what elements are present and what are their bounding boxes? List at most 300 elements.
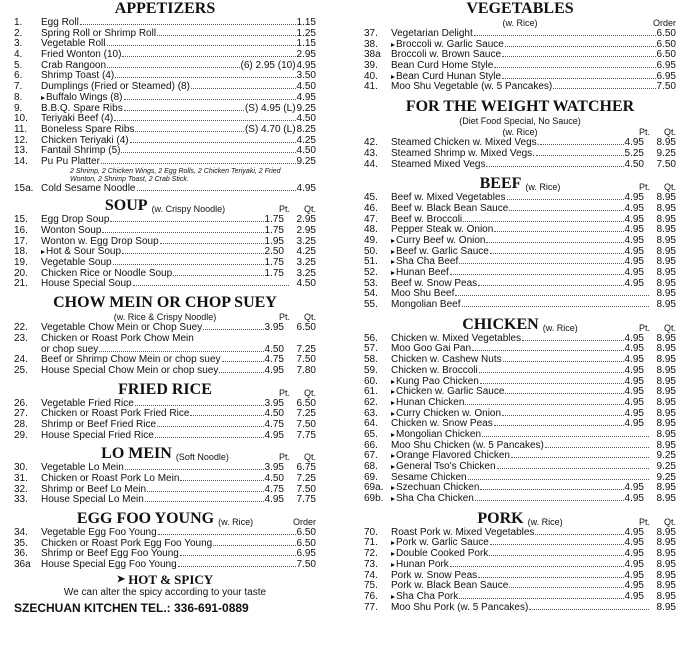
dot-leader xyxy=(180,480,263,481)
item-name: Vegetable Fried Rice xyxy=(41,397,134,409)
dot-leader xyxy=(147,491,263,492)
item-name: Pork w. Garlic Sauce xyxy=(396,537,489,549)
item-name: Steamed Chicken w. Mixed Vegs. xyxy=(391,137,540,149)
item-price: 6.95 xyxy=(656,60,676,72)
dot-leader xyxy=(190,415,263,416)
item-number: 15a. xyxy=(14,182,34,194)
item-name: Sha Cha Pork xyxy=(396,590,459,602)
item-number: 5. xyxy=(14,59,23,71)
item-name: Pepper Steak w. Onion xyxy=(391,224,494,236)
item-quart-price: 8.95 xyxy=(656,407,676,419)
item-name: Shrimp or Beef Fried Rice xyxy=(41,418,157,430)
chicken-section xyxy=(364,316,676,505)
item-quart-price: 8.95 xyxy=(656,548,676,560)
item-number: 41. xyxy=(364,81,378,93)
dot-leader xyxy=(502,415,623,416)
dot-leader xyxy=(455,295,649,296)
soup-section xyxy=(14,197,316,290)
item-number: 16. xyxy=(14,225,28,236)
hot-spicy-icon xyxy=(391,390,395,394)
item-price: 4.95 xyxy=(296,59,316,71)
item-quart-price: 8.95 xyxy=(656,418,676,430)
dot-leader xyxy=(494,425,624,426)
item-quart-price: 6.50 xyxy=(296,322,316,334)
item-size-prices: (S) 4.70 (L) xyxy=(244,123,296,135)
item-quart-price: 8.95 xyxy=(656,590,676,602)
item-name: Sesame Chicken xyxy=(391,471,467,483)
section-title-pork: PORK (w. Rice) Pt. Qt. xyxy=(477,509,676,527)
section-title-egg-foo-young: EGG FOO YOUNG (w. Rice) Order xyxy=(76,510,316,528)
pt-qt-header: Pt. Qt. xyxy=(278,312,316,323)
pt-qt-header: Pt. Qt. xyxy=(638,182,676,193)
item-name: Chicken Rice or Noodle Soup xyxy=(41,267,173,279)
dot-leader xyxy=(450,566,624,567)
item-number: 1. xyxy=(14,17,23,28)
hot-spicy-icon xyxy=(391,552,395,556)
dot-leader xyxy=(509,210,623,211)
hot-spicy-icon xyxy=(41,250,45,254)
item-quart-price: 8.95 xyxy=(656,364,676,376)
hot-spicy-icon xyxy=(391,239,395,243)
item-price: 6.50 xyxy=(656,38,676,50)
item-quart-price: 8.95 xyxy=(656,354,676,366)
item-number: 48. xyxy=(364,224,378,236)
item-name: Egg Roll xyxy=(41,17,79,28)
item-price: 1.25 xyxy=(296,27,316,39)
item-name: Pu Pu Platter xyxy=(41,155,100,167)
item-number: 10. xyxy=(14,113,28,125)
item-pint-price: 4.95 xyxy=(624,213,644,225)
dot-leader xyxy=(180,555,296,556)
item-price: 8.25 xyxy=(296,123,316,135)
item-name: Hunan Chicken xyxy=(396,396,465,408)
item-name: Mongolian Chicken xyxy=(396,428,482,440)
item-number: 2. xyxy=(14,27,23,39)
item-pint-price: 4.95 xyxy=(264,429,284,441)
egg-foo-young-list xyxy=(14,528,316,571)
dot-leader xyxy=(479,372,624,373)
item-name: Broccoli w. Brown Sauce xyxy=(391,49,502,61)
dot-leader xyxy=(130,142,296,143)
item-price: 1.15 xyxy=(296,38,316,50)
hot-spicy-icon xyxy=(391,486,395,490)
item-pint-price: 1.75 xyxy=(264,257,284,269)
beef-section xyxy=(364,175,676,311)
item-size-prices: (S) 4.95 (L) xyxy=(244,102,296,114)
item-number: 47. xyxy=(364,213,378,225)
dot-leader xyxy=(137,190,296,191)
menu-item xyxy=(14,560,316,571)
item-name: Teriyaki Beef (4) xyxy=(41,113,114,125)
pu-pu-platter-note: 2 Shrimp, 2 Chicken Wings, 2 Egg Rolls, 2 Chicken Teriyaki, 2 Fried Wonton, 2 Shrimp Toast, 2 Crab Stick. xyxy=(70,167,281,183)
item-pint-price: 4.95 xyxy=(624,493,644,505)
item-name: Vegetable Egg Foo Young xyxy=(41,527,157,539)
item-name: Fried Wonton (10) xyxy=(41,49,122,61)
dot-leader xyxy=(110,221,263,222)
item-price: 4.95 xyxy=(296,182,316,194)
menu-item xyxy=(364,149,676,160)
dot-leader xyxy=(450,274,624,275)
chow-mein-subtitle: (w. Rice & Crispy Noodle) Pt. Qt. xyxy=(113,312,316,323)
item-number: 73. xyxy=(364,558,378,570)
item-number: 20. xyxy=(14,267,28,279)
dot-leader xyxy=(507,199,624,200)
menu-item xyxy=(364,366,676,377)
item-number: 50. xyxy=(364,245,378,257)
item-quart-price: 6.50 xyxy=(296,397,316,409)
item-pint-price: 4.95 xyxy=(624,558,644,570)
item-number: 37. xyxy=(364,28,378,39)
weight-watcher-section xyxy=(364,98,676,170)
dot-leader xyxy=(155,437,264,438)
menu-item xyxy=(14,495,316,506)
dot-leader xyxy=(107,45,296,46)
item-pint-price: 4.95 xyxy=(624,224,644,236)
item-quart-price: 8.95 xyxy=(656,192,676,204)
weight-watcher-list xyxy=(364,138,676,170)
right-column xyxy=(364,0,676,613)
dot-leader xyxy=(160,243,264,244)
item-price: 7.50 xyxy=(656,81,676,93)
item-price: 9.25 xyxy=(296,102,316,114)
dot-leader xyxy=(115,77,295,78)
item-name: Chicken or Roast Pork Chow Mein xyxy=(41,332,194,344)
item-number: 72. xyxy=(364,548,378,560)
hot-spicy-icon xyxy=(41,96,45,100)
item-quart-price: 8.95 xyxy=(656,396,676,408)
item-quart-price: 2.95 xyxy=(296,225,316,236)
pt-qt-header: Pt. Qt. xyxy=(638,322,676,333)
item-quart-price: 9.25 xyxy=(656,450,676,462)
item-name: Moo Shu Vegetable (w. 5 Pancakes) xyxy=(391,81,553,93)
weight-watcher-subtitle2: (w. Rice) Pt. Qt. xyxy=(502,127,676,138)
item-pint-price: 1.75 xyxy=(264,225,284,236)
item-pint-price: 4.95 xyxy=(624,590,644,602)
section-title-fried-rice: FRIED RICE Pt. Qt. xyxy=(118,380,316,398)
dot-leader xyxy=(122,253,263,254)
item-name: Moo Shu Chicken (w. 5 Pancakes) xyxy=(391,439,544,451)
item-pint-price: 4.95 xyxy=(624,386,644,398)
item-number: 42. xyxy=(364,137,378,149)
item-number: 65. xyxy=(364,428,378,440)
appetizers-section xyxy=(14,0,316,194)
appetizers-list xyxy=(14,18,316,168)
item-number: 38. xyxy=(364,38,378,50)
dot-leader xyxy=(145,501,264,502)
dot-leader xyxy=(482,436,649,437)
item-name: Hunan Pork xyxy=(396,558,449,570)
item-pint-price: 4.50 xyxy=(624,158,644,170)
dot-leader xyxy=(478,577,623,578)
item-name: Buffalo Wings (8) xyxy=(46,91,123,103)
dot-leader xyxy=(475,500,624,501)
item-number: 38a xyxy=(364,49,381,61)
item-quart-price: 3.25 xyxy=(296,235,316,247)
dot-leader xyxy=(502,56,655,57)
item-number: 55. xyxy=(364,299,378,311)
item-number: 29. xyxy=(14,429,28,441)
item-pint-price: 1.75 xyxy=(264,214,284,226)
item-number: 30. xyxy=(14,462,28,474)
item-name: House Special Soup xyxy=(41,278,132,290)
egg-foo-young-section xyxy=(14,510,316,571)
item-pint-price: 4.50 xyxy=(264,408,284,420)
menu-item xyxy=(364,592,676,603)
item-pint-price: 4.75 xyxy=(264,483,284,495)
dot-leader xyxy=(191,88,296,89)
pt-qt-header: Pt. Qt. xyxy=(638,516,676,527)
dot-leader xyxy=(101,163,296,164)
item-quart-price: 8.95 xyxy=(656,386,676,398)
hot-spicy-icon xyxy=(391,595,395,599)
item-name: Sha Cha Chicken xyxy=(396,493,474,505)
item-number: 35. xyxy=(14,537,28,549)
item-name: Chicken w. Mixed Vegetables xyxy=(391,332,522,344)
dot-leader xyxy=(222,361,264,362)
item-number: 74. xyxy=(364,569,378,581)
hot-spicy-icon xyxy=(391,401,395,405)
menu-item xyxy=(364,560,676,571)
item-name: Chicken or Roast Pork Egg Foo Young xyxy=(41,537,213,549)
dot-leader xyxy=(553,88,655,89)
item-name: Chicken w. Cashew Nuts xyxy=(391,354,502,366)
pt-qt-header: Pt. Qt. xyxy=(278,387,316,398)
item-price: 3.50 xyxy=(296,70,316,82)
item-name: House Special Lo Mein xyxy=(41,494,144,506)
chicken-list xyxy=(364,334,676,505)
dot-leader xyxy=(133,285,289,286)
dot-leader xyxy=(157,35,295,36)
item-pint-price: 4.95 xyxy=(624,375,644,387)
chow-mein-list xyxy=(14,323,316,376)
item-quart-price: 4.50 xyxy=(296,278,316,290)
hot-spicy-icon xyxy=(391,75,395,79)
menu-item xyxy=(14,184,316,195)
section-title-chicken: CHICKEN (w. Rice) Pt. Qt. xyxy=(462,315,676,333)
item-number: 12. xyxy=(14,134,28,146)
item-name: Shrimp Toast (4) xyxy=(41,70,115,82)
item-price: 6.50 xyxy=(656,28,676,39)
item-price: 4.50 xyxy=(296,145,316,157)
item-quart-price: 8.95 xyxy=(656,493,676,505)
item-name: Curry Beef w. Onion xyxy=(396,234,486,246)
item-number: 24. xyxy=(14,354,28,366)
pt-qt-header: Pt. Qt. xyxy=(278,452,316,463)
item-number: 49. xyxy=(364,234,378,246)
item-price: 6.95 xyxy=(296,548,316,560)
appetizers-extra xyxy=(14,184,316,195)
item-name: Roast Pork w. Mixed Vegetables xyxy=(391,526,535,538)
item-number: 6. xyxy=(14,70,23,82)
hot-spicy-icon xyxy=(391,250,395,254)
item-quart-price: 2.95 xyxy=(296,214,316,226)
chow-mein-section xyxy=(14,294,316,376)
dot-leader xyxy=(505,46,656,47)
item-quart-price: 7.25 xyxy=(296,343,316,355)
item-pint-price: 4.95 xyxy=(624,267,644,278)
item-name: Bean Curd Hunan Style xyxy=(396,70,502,82)
dot-leader xyxy=(459,598,623,599)
item-quart-price: 8.95 xyxy=(656,137,676,149)
item-pint-price: 4.95 xyxy=(624,202,644,214)
item-number: 9. xyxy=(14,102,23,114)
item-name: Vegetable Soup xyxy=(41,257,112,269)
fried-rice-list xyxy=(14,399,316,442)
dot-leader xyxy=(490,253,624,254)
item-price: 4.25 xyxy=(296,134,316,146)
item-price: 9.25 xyxy=(296,155,316,167)
menu-item xyxy=(364,398,676,409)
item-pint-price: 4.50 xyxy=(264,473,284,484)
item-number: 40. xyxy=(364,70,378,82)
item-name: Chicken w. Broccoli xyxy=(391,364,478,376)
menu-item xyxy=(14,125,316,136)
item-name: Hot & Sour Soup xyxy=(46,246,122,258)
menu-item xyxy=(14,334,316,345)
menu-item xyxy=(14,431,316,442)
item-name: Moo Shu Pork (w. 5 Pancakes) xyxy=(391,601,529,613)
dot-leader xyxy=(173,275,263,276)
restaurant-footer: SZECHUAN KITCHEN TEL.: 336-691-0889 xyxy=(14,600,249,615)
hot-spicy-icon xyxy=(391,43,395,47)
item-quart-price: 8.95 xyxy=(656,439,676,451)
dot-leader xyxy=(474,35,656,36)
item-name: Vegetable Roll xyxy=(41,38,106,50)
item-quart-price: 6.75 xyxy=(296,462,316,474)
item-name: Moo Goo Gai Pan xyxy=(391,343,472,355)
item-quart-price: 8.95 xyxy=(656,213,676,225)
item-name: Beef or Shrimp Chow Mein or chop suey xyxy=(41,354,221,366)
section-title-vegetables: VEGETABLES xyxy=(466,0,574,17)
item-name: General Tso's Chicken xyxy=(396,461,496,472)
item-price: 6.95 xyxy=(656,70,676,82)
hot-spicy-icon xyxy=(391,412,395,416)
order-header: Order xyxy=(652,18,676,28)
dot-leader xyxy=(135,405,264,406)
dot-leader xyxy=(472,350,623,351)
menu-item xyxy=(364,160,676,171)
item-pint-price: 4.95 xyxy=(624,396,644,408)
item-number: 67. xyxy=(364,450,378,462)
dot-leader xyxy=(157,426,263,427)
chili-pepper-icon: ➤ xyxy=(116,573,126,585)
menu-item xyxy=(14,279,316,290)
item-number: 4. xyxy=(14,49,23,61)
hot-spicy-icon xyxy=(391,380,395,384)
item-pint-price: 4.75 xyxy=(264,418,284,430)
item-number: 62. xyxy=(364,396,378,408)
item-name: Chicken or Roast Pork Fried Rice xyxy=(41,408,190,420)
item-number: 76. xyxy=(364,590,378,602)
dot-leader xyxy=(124,110,244,111)
lo-mein-section xyxy=(14,445,316,506)
item-number: 8. xyxy=(14,91,23,103)
item-quart-price: 8.95 xyxy=(656,277,676,289)
item-quart-price: 8.95 xyxy=(656,245,676,257)
item-quart-price: 4.25 xyxy=(296,246,316,258)
item-name: House Special Egg Foo Young xyxy=(41,559,177,571)
item-number: 60. xyxy=(364,375,378,387)
dot-leader xyxy=(125,469,264,470)
item-quart-price: 8.95 xyxy=(656,580,676,592)
dot-leader xyxy=(497,468,649,469)
menu-item xyxy=(14,93,316,104)
item-name: Chicken or Roast Pork Lo Mein xyxy=(41,473,180,484)
item-name: Boneless Spare Ribs xyxy=(41,123,135,135)
item-quart-price: 7.50 xyxy=(656,158,676,170)
dot-leader xyxy=(511,457,649,458)
item-name: Wonton w. Egg Drop Soup xyxy=(41,235,159,247)
menu-item xyxy=(364,603,676,614)
item-number: 53. xyxy=(364,277,378,289)
hot-spicy-note: We can alter the spicy according to your taste xyxy=(63,586,267,598)
dot-leader xyxy=(480,383,624,384)
item-pint-price: 4.95 xyxy=(624,418,644,430)
item-quart-price: 8.95 xyxy=(656,428,676,440)
item-pint-price: 4.95 xyxy=(624,343,644,355)
menu-item xyxy=(364,494,676,505)
item-pint-price: 4.95 xyxy=(624,192,644,204)
dot-leader xyxy=(490,544,624,545)
menu-item xyxy=(14,157,316,168)
dot-leader xyxy=(463,221,623,222)
item-pint-price: 4.95 xyxy=(624,137,644,149)
item-number: 68. xyxy=(364,461,378,472)
item-name: Dumplings (Fried or Steamed) (8) xyxy=(41,81,190,93)
item-number: 58. xyxy=(364,354,378,366)
item-pint-price: 4.95 xyxy=(624,537,644,549)
item-name: Beef w. Broccoli xyxy=(391,213,463,225)
dot-leader xyxy=(509,587,623,588)
item-pint-price: 4.95 xyxy=(624,277,644,289)
item-pint-price: 2.50 xyxy=(264,246,284,258)
item-quart-price: 9.25 xyxy=(656,147,676,159)
item-quart-price: 8.95 xyxy=(656,482,676,494)
weight-watcher-subtitle: (Diet Food Special, No Sauce) xyxy=(459,116,581,127)
item-price: 4.50 xyxy=(296,113,316,125)
dot-leader xyxy=(114,120,295,121)
item-pint-price: 4.95 xyxy=(624,526,644,538)
item-number: 46. xyxy=(364,202,378,214)
dot-leader xyxy=(494,67,655,68)
item-quart-price: 7.25 xyxy=(296,408,316,420)
item-quart-price: 8.95 xyxy=(656,202,676,214)
menu-item xyxy=(14,366,316,377)
item-number: 19. xyxy=(14,257,28,269)
item-quart-price: 3.25 xyxy=(296,257,316,269)
item-number: 27. xyxy=(14,408,28,420)
item-price: 4.50 xyxy=(296,81,316,93)
item-name: Chicken Teriyaki (4) xyxy=(41,134,129,146)
dot-leader xyxy=(99,351,263,352)
item-name: Steamed Shrimp w. Mixed Vegs. xyxy=(391,147,535,159)
item-quart-price: 8.95 xyxy=(656,299,676,311)
section-title-lo-mein: LO MEIN (Soft Noodle) Pt. Qt. xyxy=(101,445,316,463)
item-pint-price: 4.50 xyxy=(264,343,284,355)
item-name: B.B.Q. Spare Ribs xyxy=(41,102,123,114)
item-pint-price: 3.95 xyxy=(264,462,284,474)
menu-item xyxy=(364,300,676,311)
section-title-beef: BEEF (w. Rice) Pt. Qt. xyxy=(479,175,676,193)
order-header: Order xyxy=(292,517,316,528)
item-number: 3. xyxy=(14,38,23,50)
dot-leader xyxy=(502,78,655,79)
dot-leader xyxy=(545,447,649,448)
item-price: 1.15 xyxy=(296,17,316,28)
item-name: Bean Curd Home Style xyxy=(391,60,494,72)
item-pint-price: 5.25 xyxy=(624,147,644,159)
item-number: 45. xyxy=(364,192,378,204)
